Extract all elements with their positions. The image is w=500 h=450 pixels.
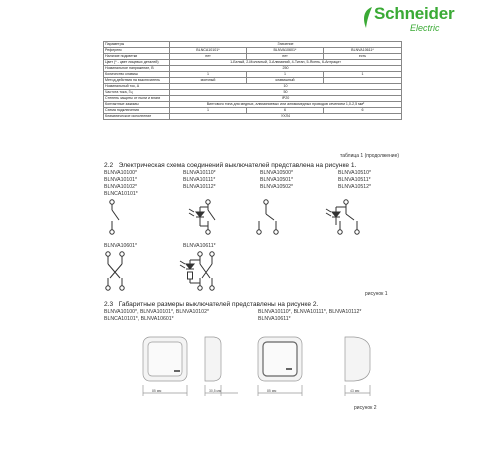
table-header-cell: Значение — [170, 42, 402, 48]
table-cell-value: 1 — [170, 108, 247, 114]
list-item: BLNVA10601* — [104, 243, 138, 249]
table-cell-value: 250 — [170, 66, 402, 72]
dimension-label-depth-1: 30,5 мм — [209, 389, 222, 393]
list-item: BLNVA10100* — [104, 170, 138, 176]
table-cell-value: есть — [324, 54, 402, 60]
table-cell-label: Частота тока, Гц — [104, 90, 170, 96]
table-cell-value: нет — [170, 54, 247, 60]
table-cell-label: Референс — [104, 48, 170, 54]
table-cell-value: BLNVA10601* — [247, 48, 324, 54]
list-item: BLNVA10512* — [338, 184, 372, 190]
schematic-2 — [189, 200, 215, 234]
list-item: BLNVA10102* — [104, 184, 138, 190]
list-item: BLNVA10502* — [260, 184, 294, 190]
schematic-6 — [180, 252, 214, 290]
table-cell-value: BLNVA10611* — [324, 48, 402, 54]
code-group-6 — [183, 243, 216, 250]
schematic-3 — [257, 200, 278, 234]
table-cell-label: Метод действия на выключатель — [104, 78, 170, 84]
code-group-2 — [183, 170, 216, 191]
table-cell-label: Количество клавиш — [104, 72, 170, 78]
table-cell-label: Наличие подсветки — [104, 54, 170, 60]
table-cell-value: клавишный — [247, 78, 324, 84]
switch-side-view-2 — [345, 337, 370, 396]
figure-1-label: рисунок 1 — [365, 291, 388, 297]
list-item: BLNVA10100*, BLNVA10101*, BLNVA10102* — [104, 309, 209, 315]
list-item: BLNVA10511* — [338, 177, 371, 183]
logo-main-text: Schneider — [374, 4, 455, 23]
code-group-3 — [260, 170, 293, 191]
wiring-diagrams — [100, 198, 400, 298]
list-item: BLNVA10111* — [183, 177, 216, 183]
leaf-icon — [360, 6, 374, 30]
list-item: BLNVA10611* — [183, 243, 216, 249]
dimension-codes-left — [104, 309, 209, 323]
table-cell-label: Номинальный ток, А — [104, 84, 170, 90]
list-item: BLNVA10110*, BLNVA10111*, BLNVA10112* — [258, 309, 362, 315]
table-cell-label: Контактные зажимы — [104, 102, 170, 108]
list-item: BLNVA10501* — [260, 177, 294, 183]
table-cell-value: 1 — [170, 72, 247, 78]
schneider-electric-logo — [360, 4, 490, 36]
list-item: BLNVA10510* — [338, 170, 372, 176]
section-number: 2.3 — [104, 301, 114, 308]
table-cell-value: IP20 — [170, 96, 402, 102]
list-item: BLNVA10112* — [183, 184, 216, 190]
table-cell-label: Номинальное напряжение, В — [104, 66, 170, 72]
section-title: Габаритные размеры выключателей представлены на рисунке 2. — [118, 301, 319, 308]
section-2-2-heading — [104, 162, 356, 169]
switch-front-view-2 — [258, 337, 302, 396]
table-cell-value: 6 — [324, 108, 402, 114]
table-cell-value: нет — [247, 54, 324, 60]
table-cell-label: Степень защиты от пыли и влаги — [104, 96, 170, 102]
code-group-4 — [338, 170, 371, 191]
schematic-5 — [106, 252, 124, 290]
table-caption: таблица 1 (продолжение) — [340, 153, 400, 159]
spec-table — [103, 41, 402, 120]
table-cell-value: 50 — [170, 90, 402, 96]
table-cell-value: 1 — [324, 72, 402, 78]
list-item: BLNCA10101*, BLNVA10601* — [104, 316, 174, 322]
list-item: BLNVA10110* — [183, 170, 216, 176]
figure-2-label: рисунок 2 — [354, 405, 377, 411]
schematic-4 — [326, 200, 359, 234]
table-header-cell: Параметры — [104, 42, 170, 48]
dimension-label-width-2: 85 мм — [267, 389, 277, 393]
section-number: 2.2 — [104, 162, 114, 169]
list-item: BLNVA10500* — [260, 170, 294, 176]
logo-sub-text: Electric — [410, 23, 440, 33]
table-cell-value: BLNCA10101* — [170, 48, 247, 54]
table-cell-label: Схема подключения — [104, 108, 170, 114]
dimension-label-depth-2: 43 мм — [350, 389, 360, 393]
list-item: BLNVA10611* — [258, 316, 291, 322]
table-row — [104, 114, 402, 120]
list-item: BLNVA10101* — [104, 177, 138, 183]
table-cell-value: моечный — [170, 78, 247, 84]
code-group-5 — [104, 243, 137, 250]
table-cell-value: 10 — [170, 84, 402, 90]
section-title: Электрическая схема соединений выключателей представлена на рисунке 1. — [118, 162, 357, 169]
table-cell-label: Цвет (* - цвет лицевых деталей) — [104, 60, 170, 66]
table-cell-value: 1 — [247, 72, 324, 78]
table-cell-value: Винтового типа для медных, алюминиевых или алюмомедных проводов сечением 1,0-2,5 мм² — [170, 102, 402, 108]
dimension-codes-right — [258, 309, 361, 323]
switch-front-view-1 — [143, 337, 187, 396]
list-item: BLNCA10101* — [104, 191, 138, 197]
section-2-3-heading — [104, 301, 318, 308]
table-cell-value: 1-Белый, 2-Молочный, 3-Алюминий, 4-Титан, 5-Ясень, 6-Антрацит — [170, 60, 402, 66]
table-cell-label: Климатическое исполнение — [104, 114, 170, 120]
table-cell-value: 6 — [247, 108, 324, 114]
table-cell-value: УХЛ4 — [170, 114, 402, 120]
dimension-label-width-1: 85 мм — [152, 389, 162, 393]
code-group-1 — [104, 170, 138, 198]
schematic-1 — [110, 200, 119, 234]
dimension-drawings — [100, 330, 400, 405]
switch-side-view-1 — [205, 337, 238, 396]
